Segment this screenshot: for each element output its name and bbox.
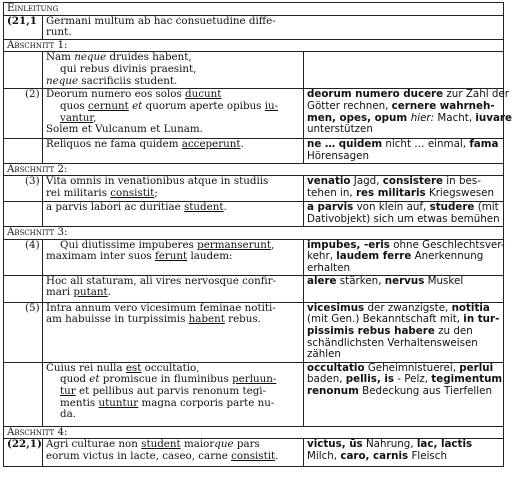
text-row — [4, 275, 504, 302]
vocabulary-notes: alere stärken, nervus Muskel — [304, 275, 504, 302]
section-header-abschnitt-4 — [4, 426, 504, 439]
latin-text: Intra annum vero vicesimum feminae notiti- am habuisse in turpissimis habent rebus. — [43, 302, 304, 362]
latin-text: Agri culturae non student maiorque pars eorum victus in lacte, caseo, carne consistit. — [43, 439, 304, 467]
text-row — [4, 239, 504, 275]
vocabulary-notes: victus, ūs Nahrung, lac, lactis Milch, caro, carnis Fleisch — [304, 439, 504, 467]
section-header-einleitung — [4, 3, 504, 16]
chapter-ref: (21,1 — [4, 15, 43, 39]
section-header-abschnitt-2 — [4, 163, 504, 176]
text-row — [4, 439, 504, 467]
latin-text: Reliquos ne fama quidem acceperunt. — [43, 139, 304, 163]
text-row — [4, 202, 504, 227]
paragraph-number: (5) — [4, 302, 43, 362]
latin-text: Cuius rei nulla est occultatio, quod et promiscue in fluminibus perluun- tur et pellibus aut parvis renonum tegi- mentis utuntur magna corporis parte nu- da. — [43, 362, 304, 426]
text-row — [4, 52, 504, 89]
section-heading: Abschnitt 1: — [4, 39, 504, 52]
text-row — [4, 302, 504, 362]
latin-text: Germani multum ab hac consuetudine diffe- runt. — [43, 15, 504, 39]
text-table — [3, 2, 512, 467]
latin-text: Qui diutissime impuberes permanserunt, maximam inter suos ferunt laudem: — [43, 239, 304, 275]
latin-text: Deorum numero eos solos ducunt quos cernunt et quorum aperte opibus iu- vantur, Solem et Vulcanum et Lunam. — [43, 89, 304, 139]
text-row — [4, 139, 504, 163]
vocabulary-notes: impubes, -eris ohne Geschlechtsver- kehr, laudem ferre Anerkennung erhalten — [304, 239, 504, 275]
section-heading: Einleitung — [4, 3, 504, 16]
text-row — [4, 89, 504, 139]
vocabulary-notes: a parvis von klein auf, studere (mit Dativobjekt) sich um etwas bemühen — [304, 202, 504, 227]
latin-text: Hoc ali staturam, ali vires nervosque confir- mari putant. — [43, 275, 304, 302]
section-heading: Abschnitt 2: — [4, 163, 504, 176]
section-heading: Abschnitt 3: — [4, 227, 504, 240]
text-row — [4, 15, 504, 39]
section-header-abschnitt-1 — [4, 39, 504, 52]
paragraph-number: (3) — [4, 176, 43, 202]
latin-text: a parvis labori ac duritiae student. — [43, 202, 304, 227]
text-row — [4, 176, 504, 202]
vocabulary-notes: deorum numero ducere zur Zahl der Götter rechnen, cernere wahrneh- men, opes, opum hier: Macht, iuvare unterstützen — [304, 89, 504, 139]
vocabulary-notes: ne … quidem nicht … einmal, fama Hörensagen — [304, 139, 504, 163]
section-heading: Abschnitt 4: — [4, 426, 504, 439]
paragraph-number: (4) — [4, 239, 43, 275]
text-row — [4, 362, 504, 426]
vocabulary-notes — [304, 52, 504, 89]
vocabulary-notes: venatio Jagd, consistere in bes- tehen in, res militaris Kriegswesen — [304, 176, 504, 202]
chapter-ref: (22,1) — [4, 439, 43, 467]
latin-text: Nam neque druides habent, qui rebus divinis praesint, neque sacrificiis student. — [43, 52, 304, 89]
latin-text: Vita omnis in venationibus atque in studiis rei militaris consistit; — [43, 176, 304, 202]
paragraph-number: (2) — [4, 89, 43, 139]
vocabulary-notes: vicesimus der zwanzigste, notitia (mit Gen.) Bekanntschaft mit, in tur- pissimis rebus habere zu den schändlichsten Verhaltensweisen zählen — [304, 302, 504, 362]
vocabulary-notes: occultatio Geheimnistuerei, perlui baden, pellis, is - Pelz, tegimentum renonum Bedeckung aus Tierfellen — [304, 362, 504, 426]
section-header-abschnitt-3 — [4, 227, 504, 240]
